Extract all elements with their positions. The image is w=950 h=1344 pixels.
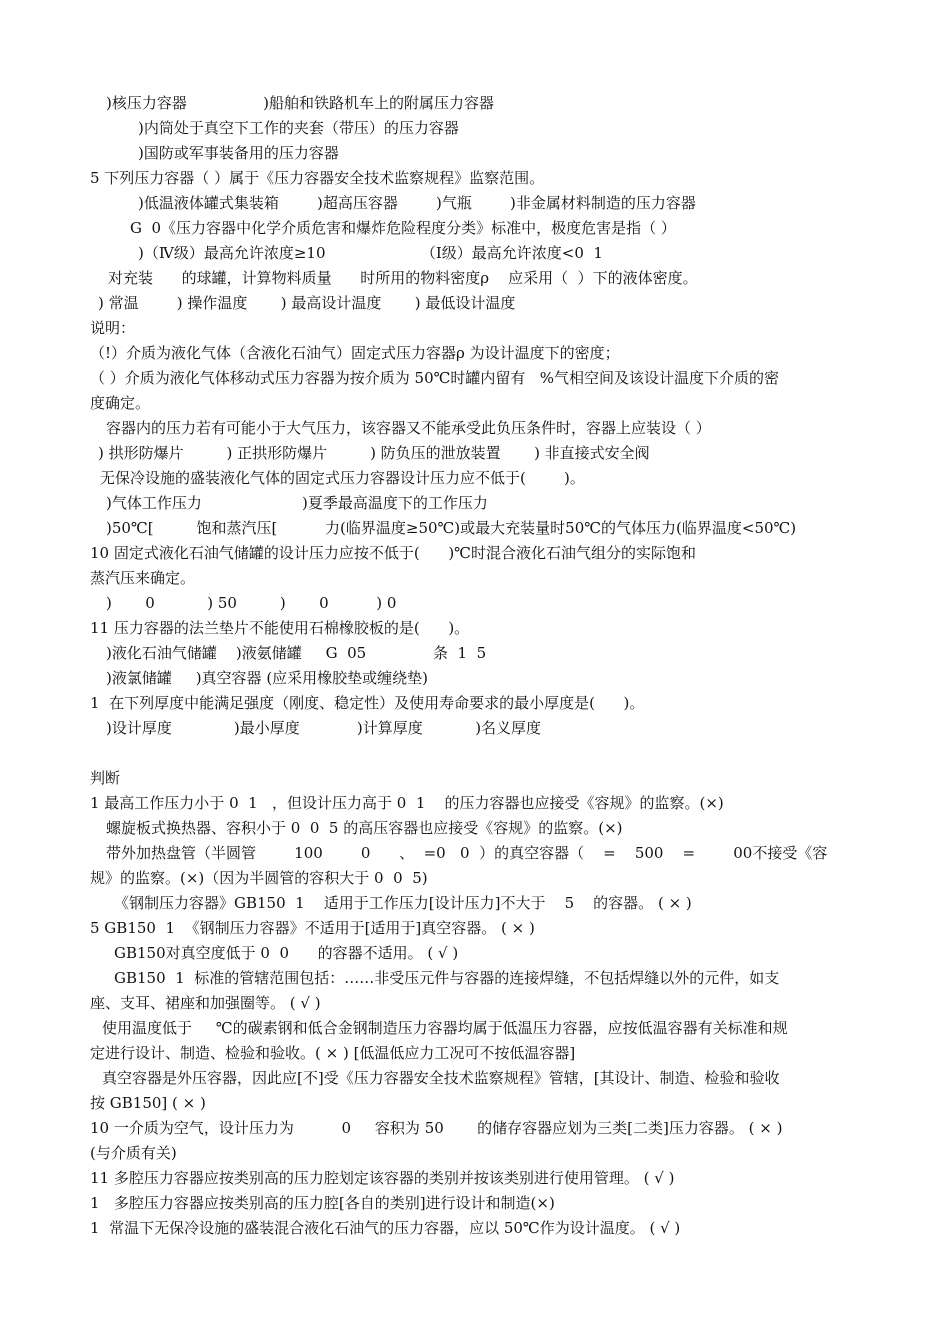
- text-line: 11 多腔压力容器应按类别高的压力腔划定该容器的类别并按该类别进行使用管理。 ( √ ): [90, 1169, 675, 1187]
- text-line: G 0《压力容器中化学介质危害和爆炸危险程度分类》标准中，极度危害是指（ ）: [130, 219, 676, 237]
- text-line: 5 下列压力容器（ ）属于《压力容器安全技术监察规程》监察范围。: [90, 169, 545, 187]
- text-line: ) 常温 ) 操作温度 ) 最高设计温度 ) 最低设计温度: [98, 294, 516, 312]
- text-line: 1 多腔压力容器应按类别高的压力腔[各自的类别]进行设计和制造(×): [90, 1194, 555, 1212]
- text-line: )（Ⅳ级）最高允许浓度≥10 （Ⅰ级）最高允许浓度<0 1: [138, 244, 603, 262]
- text-line: 5 GB150 1 《钢制压力容器》不适用于[适用于]真空容器。 ( × ): [90, 919, 535, 937]
- text-line: 座、支耳、裙座和加强圈等。 ( √ ): [90, 994, 321, 1012]
- text-line: 螺旋板式换热器、容积小于 0 0 5 的高压容器也应接受《容规》的监察。(×): [106, 819, 623, 837]
- text-line: 10 一介质为空气，设计压力为 0 容积为 50 的储存容器应划为三类[二类]压力容器。 ( × ): [90, 1119, 783, 1137]
- text-line: 蒸汽压来确定。: [90, 569, 196, 587]
- text-line: GB150 1 标准的管辖范围包括：……非受压元件与容器的连接焊缝，不包括焊缝以外的元件，如支: [114, 969, 780, 987]
- text-line: 说明：: [90, 319, 136, 337]
- text-line: )液化石油气储罐 )液氨储罐 G 05 条 1 5: [106, 644, 487, 662]
- text-line: 真空容器是外压容器，因此应[不]受《压力容器安全技术监察规程》管辖，[其设计、制造、检验和验收: [102, 1069, 780, 1087]
- text-line: )内筒处于真空下工作的夹套（带压）的压力容器: [138, 119, 459, 137]
- text-line: )气体工作压力 )夏季最高温度下的工作压力: [106, 494, 488, 512]
- text-line: 10 固定式液化石油气储罐的设计压力应按不低于( )℃时混合液化石油气组分的实际饱和: [90, 544, 696, 562]
- text-line: 无保冷设施的盛装液化气体的固定式压力容器设计压力应不低于( )。: [100, 469, 585, 487]
- text-line: 带外加热盘管（半圆管 100 0 、 =0 0 ）的真空容器（ = 500 = 00不接受《容: [106, 844, 828, 862]
- text-line: 定进行设计、制造、检验和验收。( × ) [低温低应力工况可不按低温容器]: [90, 1044, 576, 1062]
- text-line: )设计厚度 )最小厚度 )计算厚度 )名义厚度: [106, 719, 542, 737]
- text-line: 1 常温下无保冷设施的盛装混合液化石油气的压力容器，应以 50℃作为设计温度。 ( √ ): [90, 1219, 681, 1237]
- text-line: )50℃[ 饱和蒸汽压[ 力(临界温度≥50℃)或最大充装量时50℃的气体压力(临界温度<50℃): [106, 519, 797, 537]
- text-line: ) 0 ) 50 ) 0 ) 0: [106, 594, 397, 612]
- text-line: )液氯储罐 )真空容器 (应采用橡胶垫或缠绕垫): [106, 669, 429, 687]
- text-line: 《钢制压力容器》GB150 1 适用于工作压力[设计压力]不大于 5 的容器。 ( × ): [114, 894, 692, 912]
- text-line: 1 在下列厚度中能满足强度（刚度、稳定性）及使用寿命要求的最小厚度是( )。: [90, 694, 645, 712]
- text-line: 容器内的压力若有可能小于大气压力，该容器又不能承受此负压条件时，容器上应装设（ ）: [106, 419, 711, 437]
- text-line: )国防或军事装备用的压力容器: [138, 144, 339, 162]
- text-line: ) 拱形防爆片 ) 正拱形防爆片 ) 防负压的泄放装置 ) 非直接式安全阀: [98, 444, 650, 462]
- text-line: 使用温度低于 ℃的碳素钢和低合金钢制造压力容器均属于低温压力容器，应按低温容器有关标准和规: [102, 1019, 788, 1037]
- text-line: 按 GB150] ( × ): [90, 1094, 206, 1112]
- text-line: 对充装 的球罐，计算物料质量 时所用的物料密度ρ 应采用（ ）下的液体密度。: [108, 269, 698, 287]
- text-line: )核压力容器 )船舶和铁路机车上的附属压力容器: [106, 94, 494, 112]
- text-line: 度确定。: [90, 394, 151, 412]
- text-line: 11 压力容器的法兰垫片不能使用石棉橡胶板的是( )。: [90, 619, 470, 637]
- section-heading: 判断: [90, 769, 121, 787]
- text-line: 1 最高工作压力小于 0 1 ，但设计压力高于 0 1 的压力容器也应接受《容规》的监察。(×): [90, 794, 724, 812]
- text-line: （!）介质为液化气体（含液化石油气）固定式压力容器ρ 为设计温度下的密度；: [90, 344, 620, 362]
- text-line: )低温液体罐式集装箱 )超高压容器 )气瓶 )非金属材料制造的压力容器: [138, 194, 696, 212]
- text-line: 规》的监察。(×)（因为半圆管的容积大于 0 0 5): [90, 869, 428, 887]
- text-line: (与介质有关): [90, 1144, 177, 1162]
- text-line: （ ）介质为液化气体移动式压力容器为按介质为 50℃时罐内留有 %气相空间及该设计温度下介质的密: [90, 369, 779, 387]
- text-line: GB150对真空度低于 0 0 的容器不适用。 ( √ ): [114, 944, 459, 962]
